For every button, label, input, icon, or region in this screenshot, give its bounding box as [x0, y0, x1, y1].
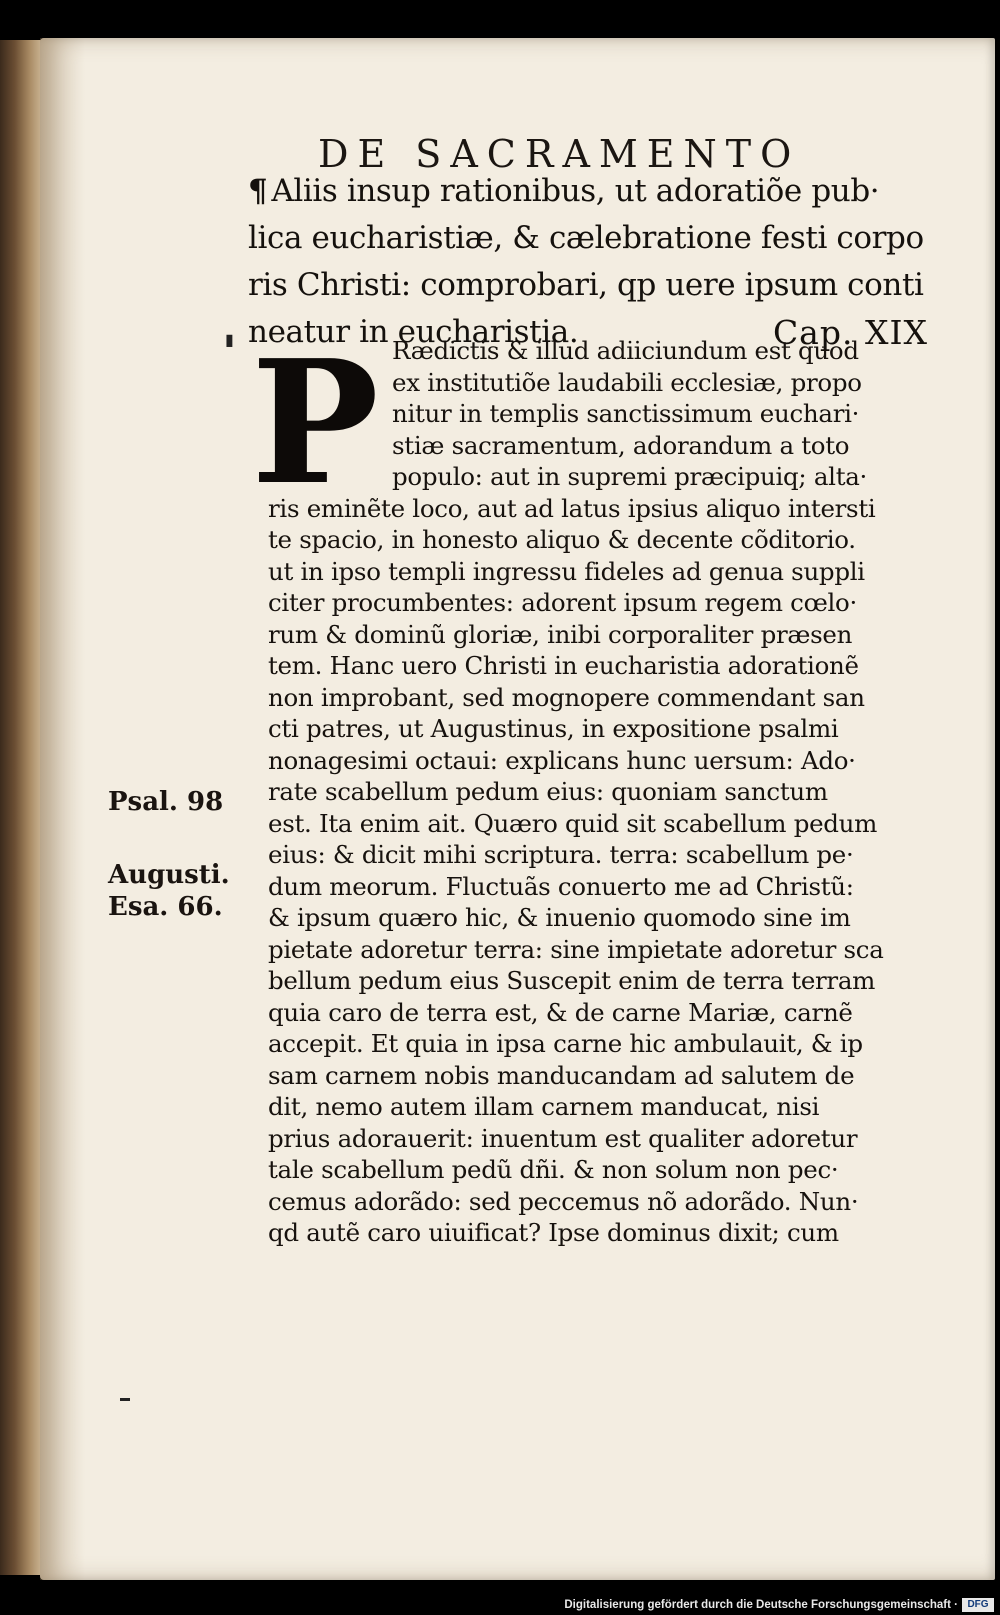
text-line: stiæ sacramentum, adorandum a toto — [392, 430, 850, 460]
dfg-logo: DFG — [962, 1598, 994, 1612]
side-note-psalm: Psal. 98 — [108, 787, 224, 817]
stray-ink-mark — [120, 1398, 130, 1401]
text-line: citer procumbentes: adorent ipsum regem cœlo· — [268, 588, 857, 617]
text-line: accepit. Et quia in ipsa carne hic ambulauit, & ip — [268, 1029, 863, 1058]
text-line: dit, nemo autem illam carnem manducat, nisi — [268, 1092, 820, 1121]
text-line: bellum pedum eius Suscepit enim de terra terram — [268, 966, 876, 995]
chapter-number: Cap. XIX — [772, 313, 928, 352]
text-line: nonagesimi octaui: explicans hunc uersum: Ado· — [268, 745, 856, 775]
text-line: non improbant, sed mognopere commendant san — [268, 682, 865, 712]
text-line: cemus adorãdo: sed peccemus nõ adorãdo. Nun· — [268, 1186, 859, 1216]
text-line: tem. Hanc uero Christi in eucharistia adorationẽ — [268, 651, 859, 680]
paragraph-mark: ¶ — [248, 173, 268, 209]
text-line: quia caro de terra est, & de carne Mariæ, carnẽ — [268, 997, 853, 1027]
text-line: cti patres, ut Augustinus, in expositione psalmi — [268, 714, 839, 743]
text-line: Rædictis & illud adiiciundum est quod — [392, 336, 859, 365]
text-line: prius adorauerit: inuentum est qualiter adoretur — [268, 1123, 858, 1153]
margin-mark: ▮ — [225, 330, 234, 349]
text-line: & ipsum quæro hic, & inuenio quomodo sine im — [268, 903, 851, 932]
digitization-credit: Digitalisierung gefördert durch die Deutsche Forschungsgemeinschaft · — [564, 1599, 958, 1611]
heading-line: ris Christi: comprobari, qp uere ipsum conti — [248, 267, 924, 303]
drop-initial: P — [251, 323, 379, 523]
book-spine-edge — [0, 40, 42, 1575]
heading-line-text: Aliis insup rationibus, ut adoratiõe pub· — [271, 173, 880, 209]
text-line: dum meorum. Fluctuãs conuerto me ad Christũ: — [268, 871, 854, 901]
text-line: qd autẽ caro uiuificat? Ipse dominus dixit; cum — [268, 1218, 839, 1247]
text-line: rum & dominũ gloriæ, inibi corporaliter præsen — [268, 619, 853, 649]
heading-line: neatur in eucharistia. — [248, 314, 579, 350]
running-head: DE SACRAMENTO — [318, 132, 801, 176]
text-line: nitur in templis sanctissimum euchari· — [392, 399, 860, 428]
text-line: pietate adoretur terra: sine impietate adoretur sca — [268, 934, 884, 964]
body-text — [268, 335, 928, 1249]
text-line: ut in ipso templi ingressu fideles ad genua suppli — [268, 556, 865, 586]
text-line: eius: & dicit mihi scriptura. terra: scabellum pe· — [268, 840, 854, 869]
heading-line — [248, 168, 928, 215]
text-line: rate scabellum pedum eius: quoniam sanctum — [268, 777, 828, 806]
text-line: te spacio, in honesto aliquo & decente cõditorio. — [268, 525, 856, 554]
text-line: ex institutiõe laudabili ecclesiæ, propo — [392, 367, 862, 397]
text-line: tale scabellum pedũ dñi. & non solum non pec· — [268, 1155, 839, 1184]
text-line: sam carnem nobis manducandam ad salutem de — [268, 1060, 855, 1090]
side-note-isaiah: Esa. 66. — [108, 892, 223, 922]
side-note-augustine: Augusti. — [108, 860, 230, 890]
text-line: populo: aut in supremi præcipuiq; alta· — [392, 462, 868, 491]
text-line: est. Ita enim ait. Quæro quid sit scabellum pedum — [268, 808, 878, 838]
heading-line: lica eucharistiæ, & cælebratione festi corpo — [248, 220, 924, 256]
text-line: ris eminẽte loco, aut ad latus ipsius aliquo intersti — [268, 493, 876, 523]
